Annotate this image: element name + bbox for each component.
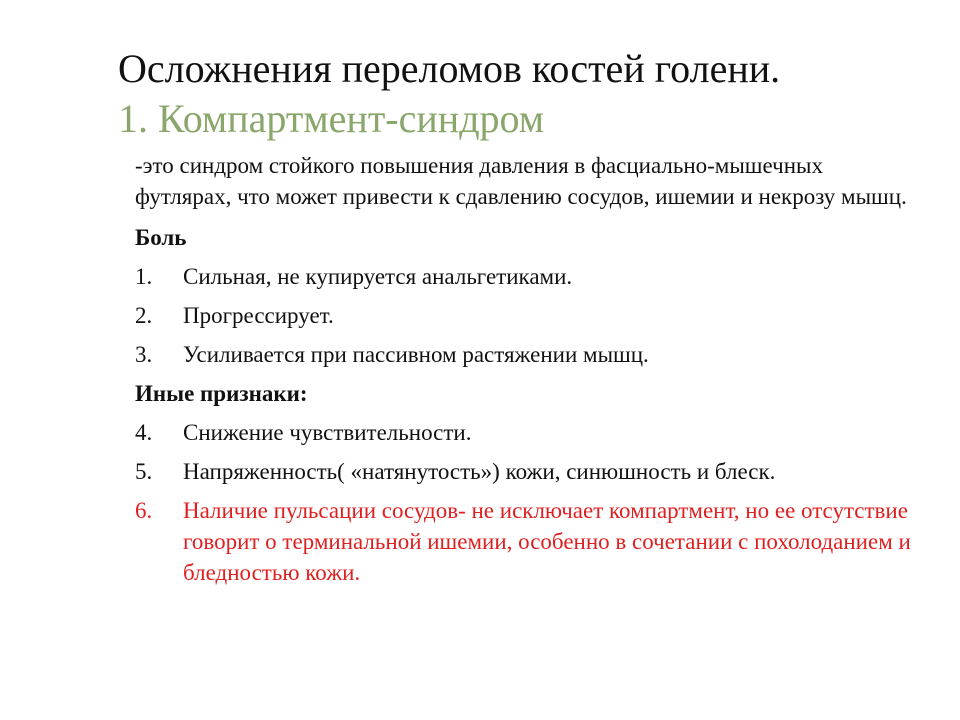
list-number: 5. bbox=[135, 459, 153, 484]
list-number: 4. bbox=[135, 420, 153, 445]
slide-title bbox=[118, 44, 918, 144]
title-line-1: Осложнения переломов костей голени. bbox=[118, 46, 781, 91]
list-item-3 bbox=[135, 339, 915, 370]
slide-body bbox=[135, 150, 915, 596]
section-heading-pain: Боль bbox=[135, 225, 187, 250]
list-item-4 bbox=[135, 417, 915, 448]
list-text: Сильная, не купируется анальгетиками. bbox=[183, 264, 573, 289]
list-text: Усиливается при пассивном растяжении мышц. bbox=[183, 342, 649, 367]
section-heading-other-signs: Иные признаки: bbox=[135, 381, 308, 406]
title-line-2: 1. Компартмент-синдром bbox=[118, 96, 545, 141]
list-item-6-alert bbox=[135, 495, 915, 588]
list-item-1 bbox=[135, 261, 915, 292]
list-item-2 bbox=[135, 300, 915, 331]
list-text: Напряженность( «натянутость») кожи, синюшность и блеск. bbox=[183, 459, 776, 484]
list-number: 6. bbox=[135, 498, 153, 523]
list-number: 2. bbox=[135, 303, 153, 328]
list-text: Прогрессирует. bbox=[183, 303, 334, 328]
definition-text: -это синдром стойкого повышения давления в фасциально-мышечных футлярах, что может привести к сдавлению сосудов, ишемии и некрозу мышц. bbox=[135, 153, 907, 209]
list-text: Снижение чувствительности. bbox=[183, 420, 472, 445]
list-number: 1. bbox=[135, 264, 153, 289]
list-number: 3. bbox=[135, 342, 153, 367]
list-item-5 bbox=[135, 456, 915, 487]
list-text: Наличие пульсации сосудов- не исключает компартмент, но ее отсутствие говорит о терминальной ишемии, особенно в сочетании с похолоданием и бледностью кожи. bbox=[183, 498, 911, 585]
